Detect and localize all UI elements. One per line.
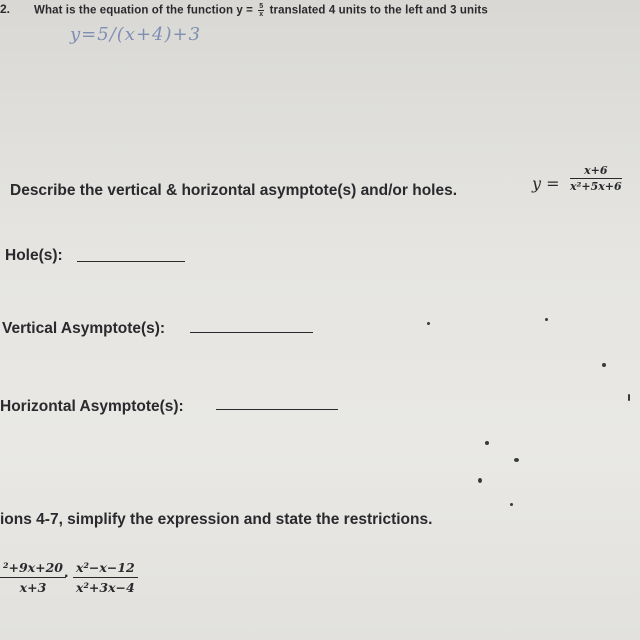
asymptote-prompt: Describe the vertical & horizontal asymptote(s) and/or holes. [10,182,458,199]
paper-speck [545,318,548,321]
paper-speck [510,503,513,506]
paper-speck [427,322,430,325]
equation-lhs: y = [532,174,560,193]
question-2-text-before: What is the equation of the function y = [34,4,253,17]
holes-label: Hole(s): [5,247,63,264]
holes-answer-blank[interactable] [77,261,185,262]
equation-denominator: x²+5x+6 [570,180,622,193]
paper-speck [628,394,630,401]
vertical-asymptote-answer-blank[interactable] [190,332,313,333]
inline-fraction-denominator: x [259,11,264,18]
expression-right-numerator: x²−x−12 [73,560,138,578]
inline-fraction [258,3,264,18]
inline-fraction-numerator: 5 [259,3,264,10]
expression-right-denominator: x²+3x−4 [76,580,135,595]
question-2-text [34,3,488,18]
horizontal-asymptote-answer-blank[interactable] [216,409,338,410]
expression-left-numerator: ²+9x+20 [0,560,66,578]
horizontal-asymptote-label: Horizontal Asymptote(s): [0,398,184,415]
paper-speck [514,458,519,462]
equation-fraction [570,164,622,193]
paper-speck [485,441,489,445]
question-2-text-after: translated 4 units to the left and 3 units [269,4,488,17]
vertical-asymptote-label: Vertical Asymptote(s): [2,320,166,337]
multiply-operator: · [64,568,70,585]
handwritten-answer: y=5/(x+4)+3 [70,24,202,45]
expression-right-fraction [73,560,138,595]
expression-left-fraction [0,560,66,595]
question-number: 2. [0,2,11,16]
paper-speck [478,478,482,483]
expression-left-denominator: x+3 [19,580,47,595]
section-instruction: ions 4-7, simplify the expression and state the restrictions. [0,511,433,528]
paper-speck [602,363,606,367]
equation-numerator: x+6 [570,164,622,179]
